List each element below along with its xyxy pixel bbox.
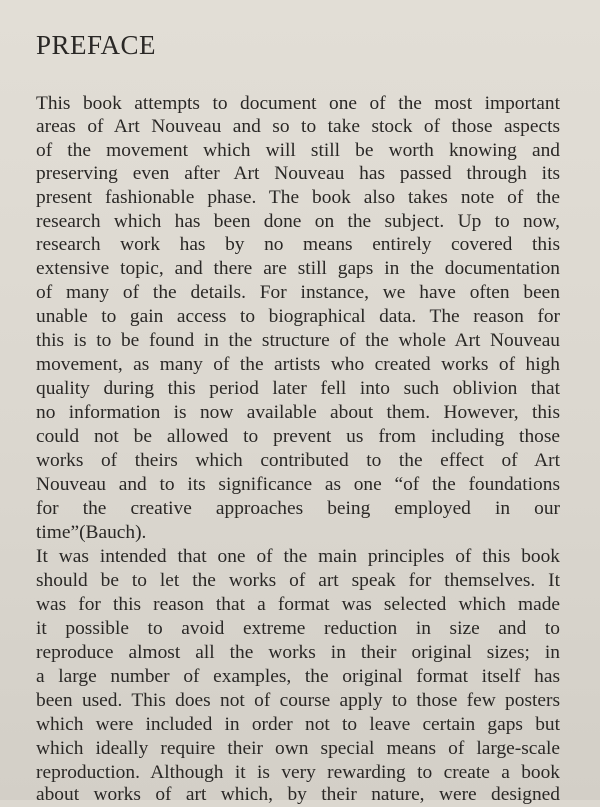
text-line: it possible to avoid extreme reduction in size and to [36, 618, 560, 639]
text-line: works of theirs which contributed to the effect of Art [36, 450, 560, 471]
text-line: research which has been done on the subject. Up to now, [36, 211, 560, 232]
text-line: present fashionable phase. The book also takes note of the [36, 187, 560, 208]
text-line: reproduce almost all the works in their original sizes; in [36, 642, 560, 663]
text-line: been used. This does not of course apply to those few posters [36, 690, 560, 711]
text-line: of the movement which will still be worth knowing and [36, 140, 560, 161]
text-line: which were included in order not to leave certain gaps but [36, 714, 560, 735]
text-line: quality during this period later fell into such oblivion that [36, 378, 560, 399]
text-line: time”(Bauch). [36, 522, 147, 543]
text-line: This book attempts to document one of the most important [36, 93, 560, 114]
text-line: was for this reason that a format was selected which made [36, 594, 560, 615]
text-line: preserving even after Art Nouveau has passed through its [36, 163, 560, 184]
text-line: this is to be found in the structure of the whole Art Nouveau [36, 330, 560, 351]
text-line: reproduction. Although it is very rewarding to create a book [36, 762, 560, 783]
page-title: PREFACE [36, 30, 157, 60]
text-line: of many of the details. For instance, we have often been [36, 282, 560, 303]
text-line: a large number of examples, the original format itself has [36, 666, 560, 687]
text-line: for the creative approaches being employed in our [36, 498, 560, 519]
text-line: should be to let the works of art speak for themselves. It [36, 570, 560, 591]
text-line: research work has by no means entirely covered this [36, 234, 560, 255]
text-line: which ideally require their own special means of large-scale [36, 738, 560, 759]
text-line: no information is now available about them. However, this [36, 402, 560, 423]
text-line: movement, as many of the artists who created works of high [36, 354, 560, 375]
text-line: extensive topic, and there are still gaps in the documentation [36, 258, 560, 279]
text-line: It was intended that one of the main principles of this book [36, 546, 560, 567]
text-line: Nouveau and to its significance as one “of the foundations [36, 474, 560, 495]
text-line: about works of art which, by their nature, were designed [36, 784, 560, 805]
text-line: areas of Art Nouveau and so to take stock of those aspects [36, 116, 560, 137]
text-line: could not be allowed to prevent us from including those [36, 426, 560, 447]
text-line: unable to gain access to biographical data. The reason for [36, 306, 560, 327]
